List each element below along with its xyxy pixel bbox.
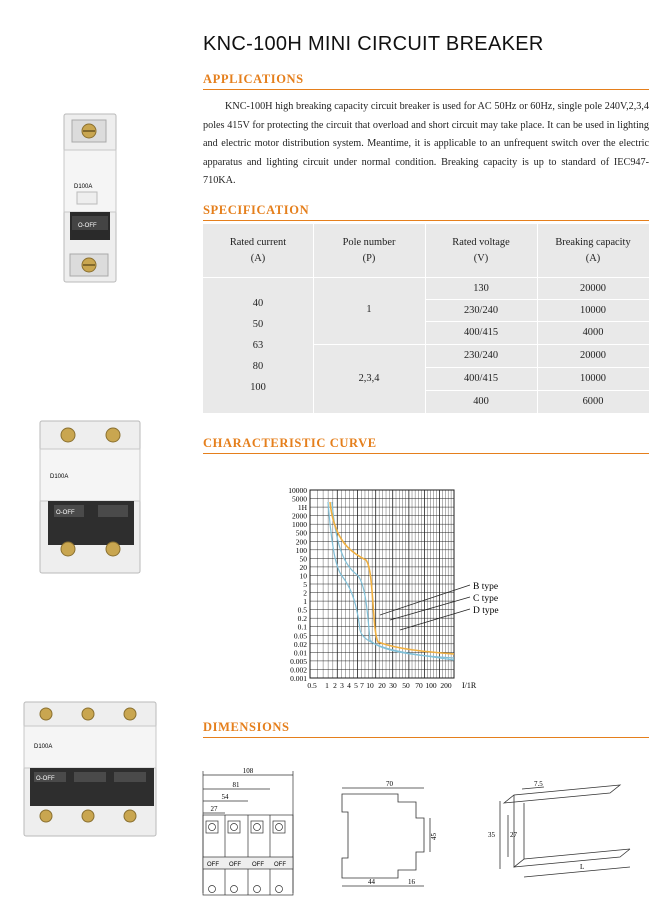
y-tick-label: 0.05: [293, 631, 307, 641]
x-tick-label: 7: [360, 681, 364, 690]
x-axis-label: I/1R: [462, 681, 477, 690]
x-tick-label: 30: [389, 681, 397, 690]
x-tick-label: 20: [378, 681, 386, 690]
breaker-1pole-photo: [50, 108, 128, 288]
table-cell: 100: [250, 382, 266, 393]
table-cell: 1: [366, 304, 372, 315]
dim-7-5: 7.5: [534, 780, 543, 788]
model-label: D100A: [50, 474, 69, 480]
table-cell: 10000: [580, 305, 606, 316]
switch-label: O-OFF: [56, 510, 75, 516]
curve-heading: CHARACTERISTIC CURVE: [203, 436, 377, 450]
side-dimension-drawing: [328, 778, 448, 893]
table-cell: 400: [473, 396, 489, 407]
breaker-2pole-photo: [34, 419, 146, 577]
divider: [203, 220, 649, 221]
dim-45: 45: [430, 833, 438, 840]
front-dimension-drawing: [198, 763, 298, 901]
din-rail-drawing: [470, 777, 650, 889]
y-tick-label: 20: [299, 562, 307, 572]
header-breaking-capacity: Breaking capacity (A): [555, 237, 631, 264]
x-tick-label: 50: [402, 681, 410, 690]
table-cell: 230/240: [463, 350, 499, 361]
off-label: OFF: [274, 862, 286, 868]
y-tick-label: 50: [299, 554, 307, 564]
applications-heading: APPLICATIONS: [203, 72, 304, 86]
y-tick-label: 1H: [297, 503, 307, 513]
dim-44: 44: [368, 878, 375, 886]
breaker-3pole-photo: [20, 700, 160, 840]
specification-heading: SPECIFICATION: [203, 203, 310, 217]
y-tick-label: 0.2: [297, 614, 307, 624]
x-tick-label: 0.5: [307, 681, 317, 690]
divider: [425, 321, 649, 322]
y-tick-label: 100: [295, 545, 307, 555]
table-cell: 2,3,4: [358, 373, 380, 384]
table-cell: 20000: [580, 283, 606, 294]
applications-text: KNC-100H high breaking capacity circuit breaker is used for AC 50Hz or 60Hz, single pole 240V,2,3,4 poles 415V for protecting the circuit that overload and short circuit may take place. It can be used in lighting and electric motor distribution system. Meantime, it is applicable to an unfrequent switch over the electric apparatus and lighting circuit under normal condition. Breaking capacity is up to standard of IEC947-710KA.: [203, 101, 649, 186]
y-tick-label: 0.005: [290, 656, 307, 666]
y-tick-label: 10000: [288, 486, 307, 495]
switch-label: O-OFF: [78, 223, 97, 229]
b-curve: [328, 502, 454, 660]
dim-27: 27: [210, 805, 218, 813]
divider: [313, 344, 649, 345]
divider: [203, 89, 649, 90]
x-tick-label: 4: [347, 681, 351, 690]
spec-table: [203, 224, 649, 413]
y-tick-label: 0.001: [290, 674, 307, 683]
y-tick-label: 0.002: [290, 665, 307, 675]
dim-35: 35: [488, 831, 495, 839]
dim-54: 54: [221, 793, 229, 801]
dim-108: 108: [242, 767, 254, 775]
off-label: OFF: [252, 862, 264, 868]
table-cell: 10000: [580, 373, 606, 384]
dim-l: L: [580, 863, 585, 871]
d-type-label: D type: [473, 606, 499, 616]
y-tick-label: 0.1: [297, 622, 307, 632]
model-label: D100A: [74, 184, 93, 190]
d-curve: [330, 502, 454, 654]
y-tick-label: 10: [299, 571, 307, 581]
x-tick-label: 100: [425, 681, 437, 690]
x-tick-label: 3: [340, 681, 344, 690]
b-type-label: B type: [473, 582, 499, 592]
curve-lines: [328, 502, 454, 660]
x-tick-label: 1: [325, 681, 329, 690]
dim-27: 27: [510, 831, 517, 839]
table-cell: 400/415: [463, 327, 499, 338]
table-cell: 40: [252, 298, 264, 309]
header-rated-voltage: Rated voltage (V): [452, 237, 510, 264]
x-tick-label: 200: [440, 681, 452, 690]
curve-grid: [310, 490, 454, 678]
y-tick-label: 0.01: [293, 648, 307, 658]
table-cell: 20000: [580, 350, 606, 361]
characteristic-curve-chart: [270, 480, 510, 695]
y-tick-label: 0.5: [297, 605, 307, 615]
off-label: OFF: [207, 862, 219, 868]
off-label: OFF: [229, 862, 241, 868]
table-cell: 4000: [582, 327, 604, 338]
y-tick-label: 2000: [292, 511, 307, 521]
leader-line: [380, 585, 470, 615]
y-tick-label: 1000: [292, 520, 307, 530]
x-tick-label: 2: [333, 681, 337, 690]
table-cell: 80: [252, 361, 264, 372]
dimensions-heading: DIMENSIONS: [203, 720, 290, 734]
c-type-label: C type: [473, 594, 499, 604]
table-cell: 63: [252, 340, 264, 351]
divider: [425, 299, 649, 300]
y-tick-labels: [288, 486, 307, 683]
divider: [203, 737, 649, 738]
x-tick-labels: [307, 681, 452, 690]
table-cell: 230/240: [463, 305, 499, 316]
rated-current-list: [203, 293, 313, 398]
y-tick-label: 0.02: [293, 639, 307, 649]
dim-16: 16: [408, 878, 415, 886]
header-pole-number: Pole number (P): [342, 237, 396, 264]
divider: [425, 367, 649, 368]
x-tick-label: 5: [354, 681, 358, 690]
header-rated-current: Rated current (A): [229, 237, 287, 264]
y-tick-label: 2: [303, 588, 307, 598]
y-tick-label: 500: [295, 528, 307, 538]
leader-line: [390, 597, 470, 620]
y-tick-label: 5000: [292, 494, 307, 504]
x-tick-label: 10: [366, 681, 374, 690]
dim-81: 81: [232, 781, 240, 789]
y-tick-label: 5: [303, 580, 307, 589]
y-tick-label: 200: [295, 537, 307, 547]
table-cell: 6000: [582, 396, 604, 407]
divider: [203, 453, 649, 454]
y-tick-label: 1: [303, 597, 307, 607]
divider: [203, 277, 649, 278]
table-cell: 400/415: [463, 373, 499, 384]
divider: [425, 390, 649, 391]
page-title: KNC-100H MINI CIRCUIT BREAKER: [203, 33, 544, 55]
model-label: D100A: [34, 744, 53, 750]
table-cell: 50: [252, 319, 264, 330]
switch-label: O-OFF: [36, 776, 55, 782]
table-cell: 130: [473, 283, 489, 294]
x-tick-label: 70: [415, 681, 423, 690]
dim-70: 70: [386, 780, 393, 788]
